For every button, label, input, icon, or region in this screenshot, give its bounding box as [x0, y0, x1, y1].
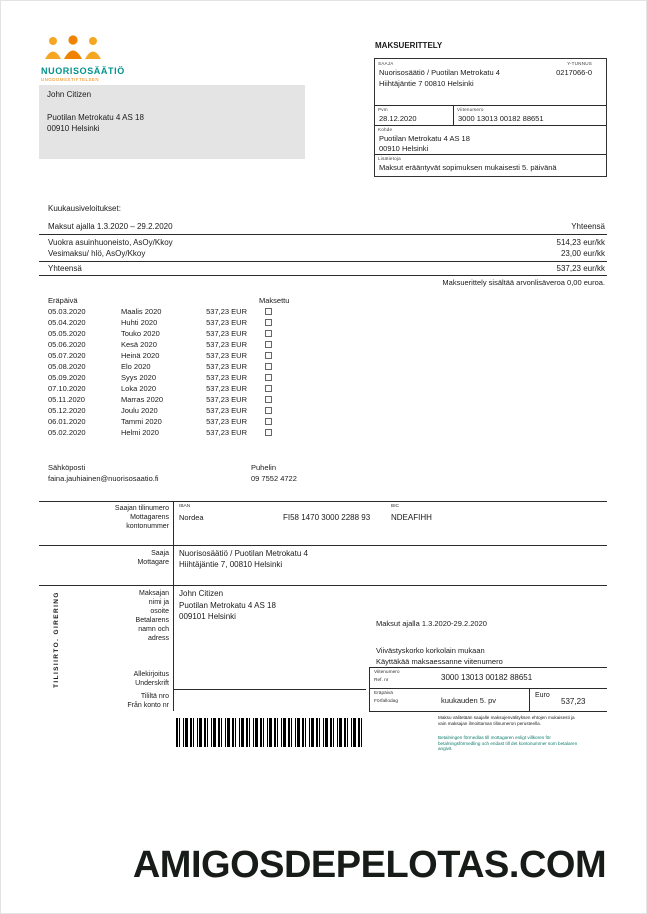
paid-checkbox[interactable] [265, 374, 272, 381]
amount: 537,23 EUR [206, 351, 247, 360]
reference-note: Käyttäkää maksaessanne viitenumero [376, 657, 503, 666]
due-date: 05.02.2020 [48, 428, 86, 437]
charge-row-label: Vesimaksu/ hlö, AsOy/Kkoy [48, 249, 146, 258]
paid-checkbox[interactable] [265, 319, 272, 326]
charge-row-value: 23,00 eur/kk [560, 249, 605, 258]
from-account-labels [61, 692, 169, 710]
giro-ref-label-sv: Ref. nr [374, 678, 389, 683]
schedule-row [1, 406, 647, 417]
schedule-row [1, 340, 647, 351]
payer-label-2: nimi ja [148, 599, 169, 606]
bic-label: BIC [391, 504, 399, 509]
month-label: Elo 2020 [121, 362, 151, 371]
paid-checkbox[interactable] [265, 341, 272, 348]
month-label: Maalis 2020 [121, 307, 162, 316]
logo-brand-text: NUORISOSÄÄTIÖ [41, 66, 125, 76]
payee-label: SAAJA [378, 61, 394, 66]
schedule-row [1, 362, 647, 373]
paid-checkbox[interactable] [265, 385, 272, 392]
paid-checkbox[interactable] [265, 330, 272, 337]
phone-value: 09 7552 4722 [251, 474, 297, 483]
account-label-sv-1: Mottagarens [130, 514, 169, 521]
from-account-label-sv: Från konto nr [127, 702, 169, 709]
due-date: 05.05.2020 [48, 329, 86, 338]
payer-labels [61, 589, 169, 643]
vat-note: Maksuerittely sisältää arvonlisäveroa 0,00 euroa. [442, 278, 605, 287]
month-label: Helmi 2020 [121, 428, 159, 437]
amount: 537,23 EUR [206, 329, 247, 338]
month-label: Syys 2020 [121, 373, 157, 382]
payee-line-2: Hiihtäjäntie 7 00810 Helsinki [379, 79, 474, 88]
due-label-fi: Eräpäivä [374, 691, 393, 696]
charges-total-value: 537,23 eur/kk [556, 264, 605, 273]
schedule-row [1, 329, 647, 340]
signature-label-sv: Underskrift [135, 680, 169, 687]
due-date: 05.07.2020 [48, 351, 86, 360]
recipient-address-box [39, 85, 305, 159]
recipient-address-2: 00910 Helsinki [47, 124, 100, 133]
schedule-row [1, 395, 647, 406]
payer-address-1: Puotilan Metrokatu 4 AS 18 [179, 601, 276, 610]
amount: 537,23 EUR [206, 307, 247, 316]
iban-label: IBAN [179, 504, 191, 509]
paid-checkbox[interactable] [265, 308, 272, 315]
date-value: 28.12.2020 [379, 114, 417, 123]
phone-label: Puhelin [251, 463, 277, 472]
month-label: Kesä 2020 [121, 340, 157, 349]
account-labels [61, 504, 169, 531]
logo [41, 35, 125, 82]
euro-label: Euro [535, 692, 550, 699]
account-label-fi: Saajan tilinumero [114, 505, 169, 512]
schedule-row [1, 417, 647, 428]
giro-sidebar-text: TILISIIRTO. GIRERING [53, 591, 60, 688]
schedule-row [1, 351, 647, 362]
reference-label: Viitenumero [457, 107, 484, 112]
target-line-1: Puotilan Metrokatu 4 AS 18 [379, 134, 470, 143]
watermark-text: AMIGOSDEPELOTAS.COM [132, 844, 607, 886]
amount: 537,23 EUR [206, 318, 247, 327]
amount: 537,23 EUR [206, 384, 247, 393]
due-label-sv: Förfallodag [374, 699, 398, 704]
payer-label-1: Maksajan [139, 590, 169, 597]
account-label-sv-2: kontonummer [126, 523, 169, 530]
charges-heading: Kuukausiveloitukset: [48, 204, 121, 213]
due-date: 05.08.2020 [48, 362, 86, 371]
month-label: Huhti 2020 [121, 318, 158, 327]
from-account-label-fi: Tililtä nro [140, 693, 169, 700]
recipient-name: John Citizen [47, 90, 92, 99]
schedule-row [1, 373, 647, 384]
due-date: 05.11.2020 [48, 395, 85, 404]
payment-info-box [374, 58, 607, 177]
charges-total-header: Yhteensä [571, 222, 605, 231]
paid-checkbox[interactable] [265, 352, 272, 359]
target-label: Kohde [378, 127, 393, 132]
payer-label-5: namn och [138, 626, 169, 633]
charge-row-value: 514,23 eur/kk [556, 238, 605, 247]
payer-address-2: 009101 Helsinki [179, 612, 236, 621]
payee-line-1: Nuorisosäätiö / Puotilan Metrokatu 4 [379, 68, 500, 77]
giro-payee-line-1: Nuorisosäätiö / Puotilan Metrokatu 4 [179, 549, 308, 558]
charges-total-label: Yhteensä [48, 264, 82, 273]
giro-ref-value: 3000 13013 00182 88651 [441, 673, 533, 682]
charge-row-label: Vuokra asuinhuoneisto, AsOy/Kkoy [48, 238, 173, 247]
logo-people-icon [41, 35, 105, 61]
document-title: MAKSUERITTELY [375, 41, 443, 50]
bic-value: NDEAFIHH [391, 513, 432, 522]
iban-value: FI58 1470 3000 2288 93 [283, 513, 371, 522]
schedule-row [1, 384, 647, 395]
business-id-label: Y-TUNNUS [567, 61, 592, 66]
target-line-2: 00910 Helsinki [379, 144, 429, 153]
email-label: Sähköposti [48, 463, 86, 472]
due-date: 05.03.2020 [48, 307, 86, 316]
paid-checkbox[interactable] [265, 407, 272, 414]
fine-print-fi: Maksu välitetään saajalle maksujenvälityksen ehtojen mukaisesti ja vain maksajan ilmoittaman tilinumeron perusteella. [438, 715, 575, 726]
email-value: faina.jauhiainen@nuorisosaatio.fi [48, 474, 159, 483]
date-label: Pvm [378, 107, 388, 112]
amount: 537,23 EUR [206, 417, 247, 426]
signature-line [173, 689, 366, 690]
due-value: kuukauden 5. pv [441, 696, 497, 705]
additional-info-value: Maksut erääntyvät sopimuksen mukaisesti 5. päivänä [379, 163, 557, 172]
due-date: 05.12.2020 [48, 406, 86, 415]
month-label: Tammi 2020 [121, 417, 162, 426]
business-id-value: 0217066-0 [556, 68, 592, 77]
charges-period: Maksut ajalla 1.3.2020 – 29.2.2020 [48, 222, 173, 231]
payer-label-3: osoite [150, 608, 169, 615]
due-date: 07.10.2020 [48, 384, 86, 393]
amount: 537,23 EUR [206, 362, 247, 371]
amount: 537,23 EUR [206, 373, 247, 382]
reference-value: 3000 13013 00182 88651 [458, 114, 544, 123]
paid-checkbox[interactable] [265, 429, 272, 436]
signature-label-fi: Allekirjoitus [133, 671, 169, 678]
due-date: 06.01.2020 [48, 417, 86, 426]
due-date: 05.04.2020 [48, 318, 86, 327]
schedule-row [1, 318, 647, 329]
payer-name: John Citizen [179, 589, 224, 598]
schedule-row [1, 428, 647, 439]
additional-info-label: Lisätietoja [378, 156, 401, 161]
payee-label-fi: Saaja [151, 550, 169, 557]
signature-labels [61, 670, 169, 688]
schedule-due-header: Eräpäivä [48, 296, 78, 305]
schedule-paid-header: Maksettu [259, 296, 290, 305]
paid-checkbox[interactable] [265, 363, 272, 370]
giro-amount: 537,23 [561, 697, 586, 706]
month-label: Marras 2020 [121, 395, 164, 404]
due-date: 05.09.2020 [48, 373, 86, 382]
schedule-row [1, 307, 647, 318]
fine-print-sv: Betalningen förmedlas till mottagaren enligt villkoren för betalningsförmedling och endast till det kontonummer som betalaren angivit. [438, 735, 578, 751]
amount: 537,23 EUR [206, 395, 247, 404]
giro-payee-line-2: Hiihtäjäntie 7, 00810 Helsinki [179, 560, 283, 569]
month-label: Heinä 2020 [121, 351, 160, 360]
giro-ref-label-fi: Viitenumero [374, 670, 400, 675]
month-label: Loka 2020 [121, 384, 157, 393]
giro-period-note: Maksut ajalla 1.3.2020-29.2.2020 [376, 619, 487, 628]
amount: 537,23 EUR [206, 406, 247, 415]
interest-note: Viivästyskorko korkolain mukaan [376, 646, 485, 655]
recipient-address-1: Puotilan Metrokatu 4 AS 18 [47, 113, 144, 122]
amount: 537,23 EUR [206, 428, 247, 437]
payer-label-4: Betalarens [135, 617, 169, 624]
payee-label-sv: Mottagare [137, 559, 169, 566]
payee-labels [61, 549, 169, 567]
barcode [176, 718, 362, 747]
payer-label-6: adress [147, 635, 169, 642]
paid-checkbox[interactable] [265, 418, 272, 425]
month-label: Touko 2020 [121, 329, 160, 338]
month-label: Joulu 2020 [121, 406, 158, 415]
bank-name: Nordea [179, 513, 204, 522]
amount: 537,23 EUR [206, 340, 247, 349]
logo-tagline: UNGDOMSSTIFTELSEN [41, 77, 100, 82]
paid-checkbox[interactable] [265, 396, 272, 403]
due-date: 05.06.2020 [48, 340, 86, 349]
